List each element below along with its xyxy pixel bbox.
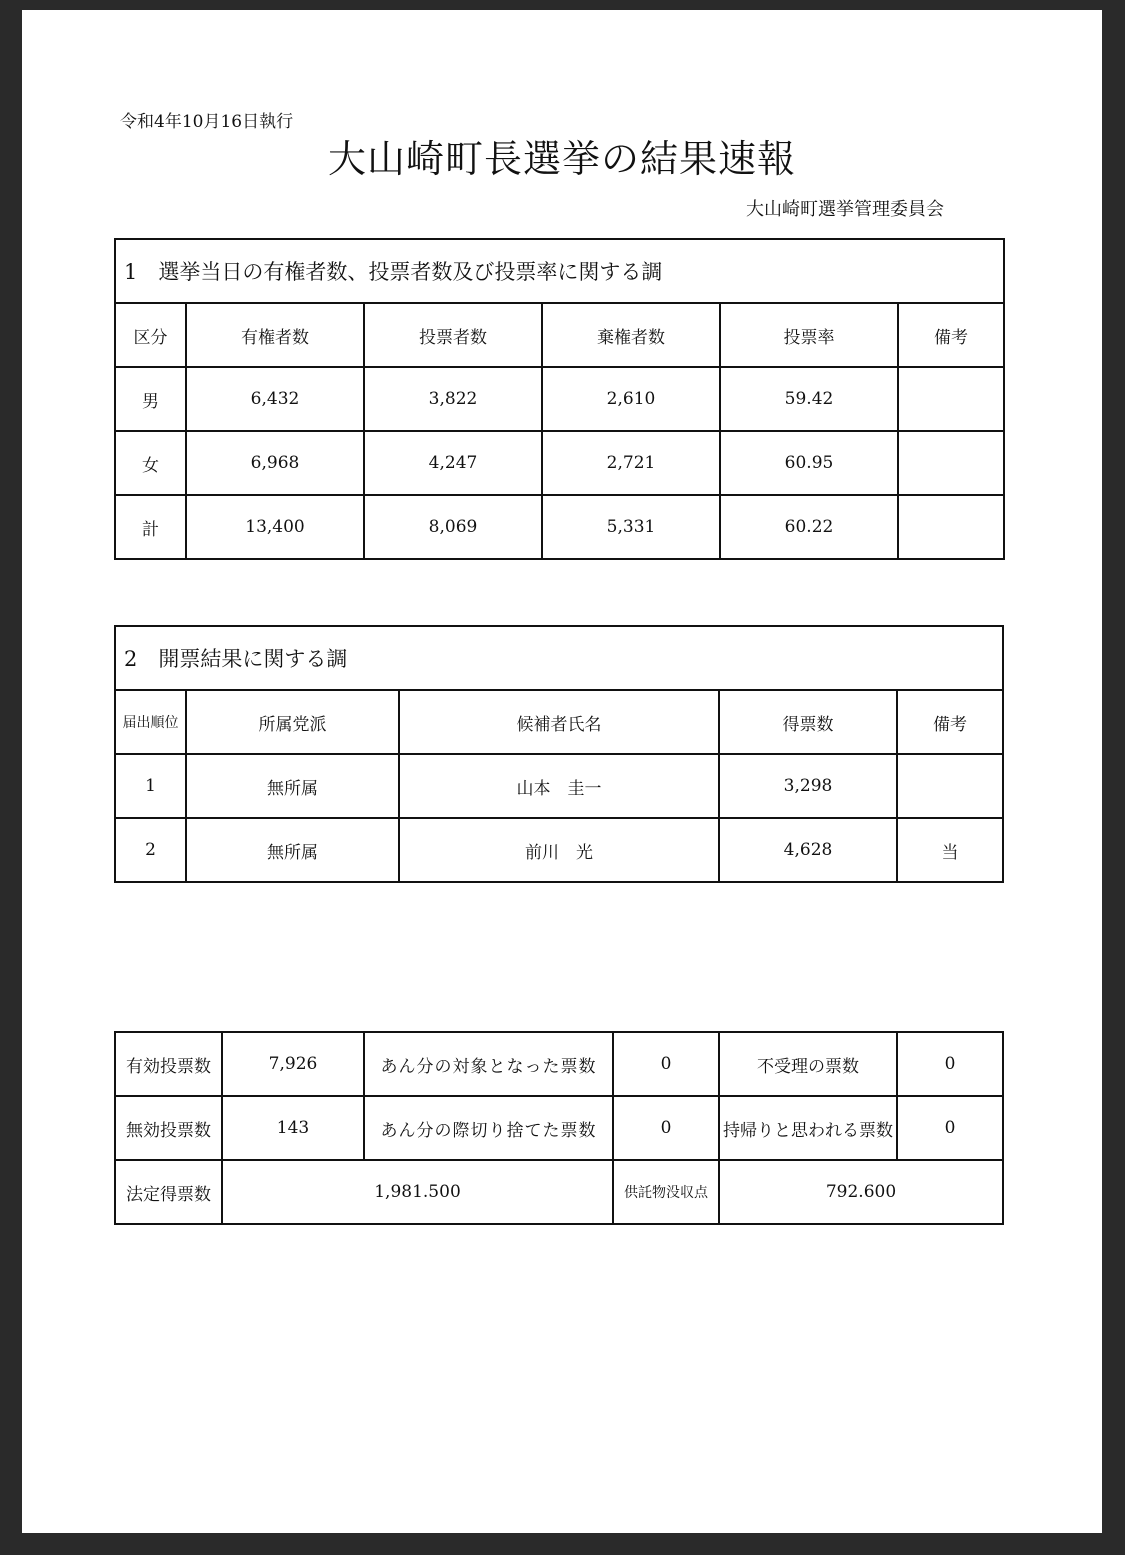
table-cell: 計	[115, 495, 186, 559]
table-cell	[898, 495, 1004, 559]
table-header-row	[115, 303, 1004, 367]
table-row	[115, 431, 1004, 495]
table-cell: 3,822	[364, 367, 542, 431]
table-cell: 2,721	[542, 431, 720, 495]
turnout-table	[114, 238, 1005, 560]
table-row	[115, 754, 1003, 818]
invalid-votes-label: 無効投票数	[115, 1096, 222, 1160]
invalid-votes-value: 143	[222, 1096, 364, 1160]
unaccepted-votes-value: 0	[897, 1032, 1003, 1096]
header-cell: 所属党派	[186, 690, 399, 754]
table-cell: 4,628	[719, 818, 897, 882]
table-cell: 女	[115, 431, 186, 495]
proportional-votes-label: あん分の対象となった票数	[364, 1032, 613, 1096]
deposit-forfeit-value: 792.600	[719, 1160, 1003, 1224]
document-page	[22, 10, 1102, 1533]
table-cell: 男	[115, 367, 186, 431]
header-cell: 備考	[898, 303, 1004, 367]
table-cell	[898, 367, 1004, 431]
vote-summary-table	[114, 1031, 1004, 1225]
table-header-row	[115, 690, 1003, 754]
table-cell: 13,400	[186, 495, 364, 559]
header-cell: 有権者数	[186, 303, 364, 367]
takehome-votes-label: 持帰りと思われる票数	[719, 1096, 897, 1160]
legal-votes-value: 1,981.500	[222, 1160, 613, 1224]
table-row	[115, 495, 1004, 559]
table-row	[115, 367, 1004, 431]
header-cell: 投票者数	[364, 303, 542, 367]
table-cell: 6,968	[186, 431, 364, 495]
truncated-votes-value: 0	[613, 1096, 719, 1160]
table-row	[115, 1032, 1003, 1096]
table-cell: 山本 圭一	[399, 754, 719, 818]
truncated-votes-label: あん分の際切り捨てた票数	[364, 1096, 613, 1160]
valid-votes-value: 7,926	[222, 1032, 364, 1096]
table-cell: 60.22	[720, 495, 898, 559]
document-title: 大山崎町長選挙の結果速報	[327, 137, 796, 181]
table-cell: 無所属	[186, 818, 399, 882]
header-cell: 備考	[897, 690, 1003, 754]
unaccepted-votes-label: 不受理の票数	[719, 1032, 897, 1096]
legal-votes-label: 法定得票数	[115, 1160, 222, 1224]
takehome-votes-value: 0	[897, 1096, 1003, 1160]
table-cell	[898, 431, 1004, 495]
table-cell: 8,069	[364, 495, 542, 559]
results-table	[114, 625, 1004, 883]
table-cell: 59.42	[720, 367, 898, 431]
table-cell: 6,432	[186, 367, 364, 431]
table-cell: 当	[897, 818, 1003, 882]
header-cell: 投票率	[720, 303, 898, 367]
table-cell: 2,610	[542, 367, 720, 431]
proportional-votes-value: 0	[613, 1032, 719, 1096]
table-cell: 5,331	[542, 495, 720, 559]
header-cell: 区分	[115, 303, 186, 367]
table-row	[115, 1096, 1003, 1160]
table-cell: 3,298	[719, 754, 897, 818]
table-cell: 2	[115, 818, 186, 882]
election-date: 令和4年10月16日執行	[120, 112, 294, 132]
table-cell: 60.95	[720, 431, 898, 495]
table-row	[115, 818, 1003, 882]
table-cell: 4,247	[364, 431, 542, 495]
header-cell: 棄権者数	[542, 303, 720, 367]
header-cell: 得票数	[719, 690, 897, 754]
header-cell: 届出順位	[115, 690, 186, 754]
table-cell	[897, 754, 1003, 818]
organization-name: 大山崎町選挙管理委員会	[746, 199, 944, 220]
table-cell: 無所属	[186, 754, 399, 818]
section2-title: 2 開票結果に関する調	[115, 626, 1003, 690]
valid-votes-label: 有効投票数	[115, 1032, 222, 1096]
section1-title: 1 選挙当日の有権者数、投票者数及び投票率に関する調	[115, 239, 1004, 303]
table-cell: 1	[115, 754, 186, 818]
deposit-forfeit-label: 供託物没収点	[613, 1160, 719, 1224]
table-row	[115, 1160, 1003, 1224]
header-cell: 候補者氏名	[399, 690, 719, 754]
table-cell: 前川 光	[399, 818, 719, 882]
